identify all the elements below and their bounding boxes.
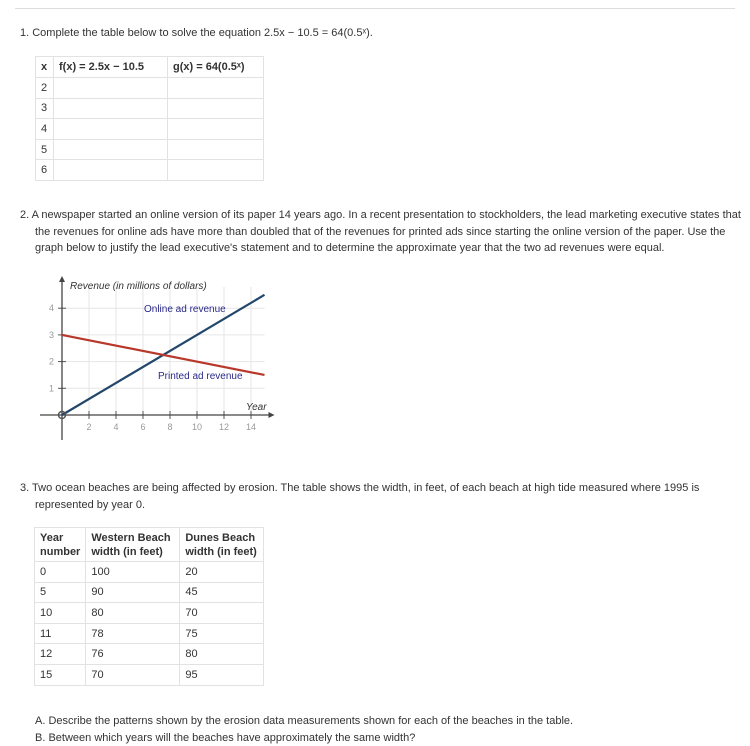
question-3-part-b: B. Between which years will the beaches have approximately the same width?: [35, 732, 416, 744]
year-cell: 11: [35, 623, 86, 644]
year-cell: 10: [35, 603, 86, 624]
header-line: number: [40, 545, 81, 558]
table-header-row: [36, 57, 264, 78]
dunes-cell: 70: [180, 603, 264, 624]
table-row: [36, 139, 264, 160]
question-3-line-2: represented by year 0.: [35, 499, 146, 511]
header-line: Western Beach: [91, 531, 171, 544]
header-fx: f(x) = 2.5x − 10.5: [54, 57, 168, 78]
western-cell: 78: [86, 623, 180, 644]
table-row: [35, 623, 264, 644]
header-year: [35, 528, 86, 562]
x-tick-label: 6: [140, 422, 146, 432]
dunes-cell: 80: [180, 644, 264, 665]
x-cell: 5: [36, 139, 54, 160]
y-tick-label: 1: [48, 383, 54, 394]
x-cell: 2: [36, 78, 54, 99]
question-2-line-3: graph below to justify the lead executive's statement and to determine the approximate year that the two ad revenues were equal.: [35, 242, 665, 254]
gx-cell[interactable]: [168, 119, 264, 140]
table-row: [35, 582, 264, 603]
gx-cell[interactable]: [168, 78, 264, 99]
x-cell: 6: [36, 160, 54, 181]
table-row: [36, 78, 264, 99]
header-line: Year: [40, 531, 64, 544]
dunes-cell: 45: [180, 582, 264, 603]
question-3-table: [34, 527, 264, 686]
header-line: width (in feet): [91, 545, 163, 558]
x-cell: 4: [36, 119, 54, 140]
top-divider: [15, 8, 735, 9]
y-axis-arrow: [59, 276, 65, 282]
header-western: [86, 528, 180, 562]
dunes-cell: 20: [180, 562, 264, 583]
year-cell: 12: [35, 644, 86, 665]
fx-cell[interactable]: [54, 78, 168, 99]
question-1-text: 1. Complete the table below to solve the equation 2.5x − 10.5 = 64(0.5ˣ).: [20, 27, 373, 39]
header-line: width (in feet): [185, 545, 257, 558]
y-axis-label: Revenue (in millions of dollars): [70, 281, 207, 292]
table-row: [35, 644, 264, 665]
fx-cell[interactable]: [54, 139, 168, 160]
fx-cell[interactable]: [54, 160, 168, 181]
western-cell: 90: [86, 582, 180, 603]
question-2-line-1: 2. A newspaper started an online version of its paper 14 years ago. In a recent presentation to stockholders, the lead marketing executive states that: [20, 209, 741, 221]
y-tick-label: 2: [48, 356, 54, 367]
x-tick-label: 4: [113, 422, 119, 432]
header-dunes: [180, 528, 264, 562]
gx-cell[interactable]: [168, 160, 264, 181]
revenue-chart: [30, 270, 280, 440]
printed-series-label: Printed ad revenue: [158, 371, 243, 382]
fx-cell[interactable]: [54, 119, 168, 140]
fx-cell[interactable]: [54, 98, 168, 119]
table-row: [35, 664, 264, 685]
header-gx: g(x) = 64(0.5ˣ): [168, 57, 264, 78]
table-row: [36, 160, 264, 181]
x-cell: 3: [36, 98, 54, 119]
online-series-label: Online ad revenue: [144, 304, 226, 315]
y-tick-label: 4: [48, 303, 54, 314]
table-header-row: [35, 528, 264, 562]
table-row: [36, 98, 264, 119]
x-axis-arrow: [269, 412, 275, 418]
header-line: Dunes Beach: [185, 531, 256, 544]
x-tick-label: 2: [86, 422, 92, 432]
x-axis-label: Year: [246, 402, 267, 413]
table-row: [36, 119, 264, 140]
x-tick-label: 8: [167, 422, 173, 432]
gx-cell[interactable]: [168, 139, 264, 160]
question-3-line-1: 3. Two ocean beaches are being affected by erosion. The table shows the width, in feet, of each beach at high tide measured where 1995 is: [20, 482, 700, 494]
year-cell: 15: [35, 664, 86, 685]
dunes-cell: 75: [180, 623, 264, 644]
x-tick-label: 12: [218, 422, 230, 432]
table-row: [35, 562, 264, 583]
year-cell: 0: [35, 562, 86, 583]
question-3-part-a: A. Describe the patterns shown by the erosion data measurements shown for each of the beaches in the table.: [35, 715, 574, 727]
western-cell: 80: [86, 603, 180, 624]
gx-cell[interactable]: [168, 98, 264, 119]
western-cell: 76: [86, 644, 180, 665]
x-tick-label: 14: [245, 422, 257, 432]
western-cell: 100: [86, 562, 180, 583]
question-2-line-2: the revenues for online ads have more than doubled that of the revenues for printed ads since starting the online version of the paper. Use the: [35, 226, 726, 238]
dunes-cell: 95: [180, 664, 264, 685]
y-tick-label: 3: [48, 329, 54, 340]
year-cell: 5: [35, 582, 86, 603]
table-row: [35, 603, 264, 624]
western-cell: 70: [86, 664, 180, 685]
series-line-printed-ad-revenue: [62, 335, 265, 375]
question-1-table: [35, 56, 264, 181]
header-x: x: [36, 57, 54, 78]
x-tick-label: 10: [191, 422, 203, 432]
